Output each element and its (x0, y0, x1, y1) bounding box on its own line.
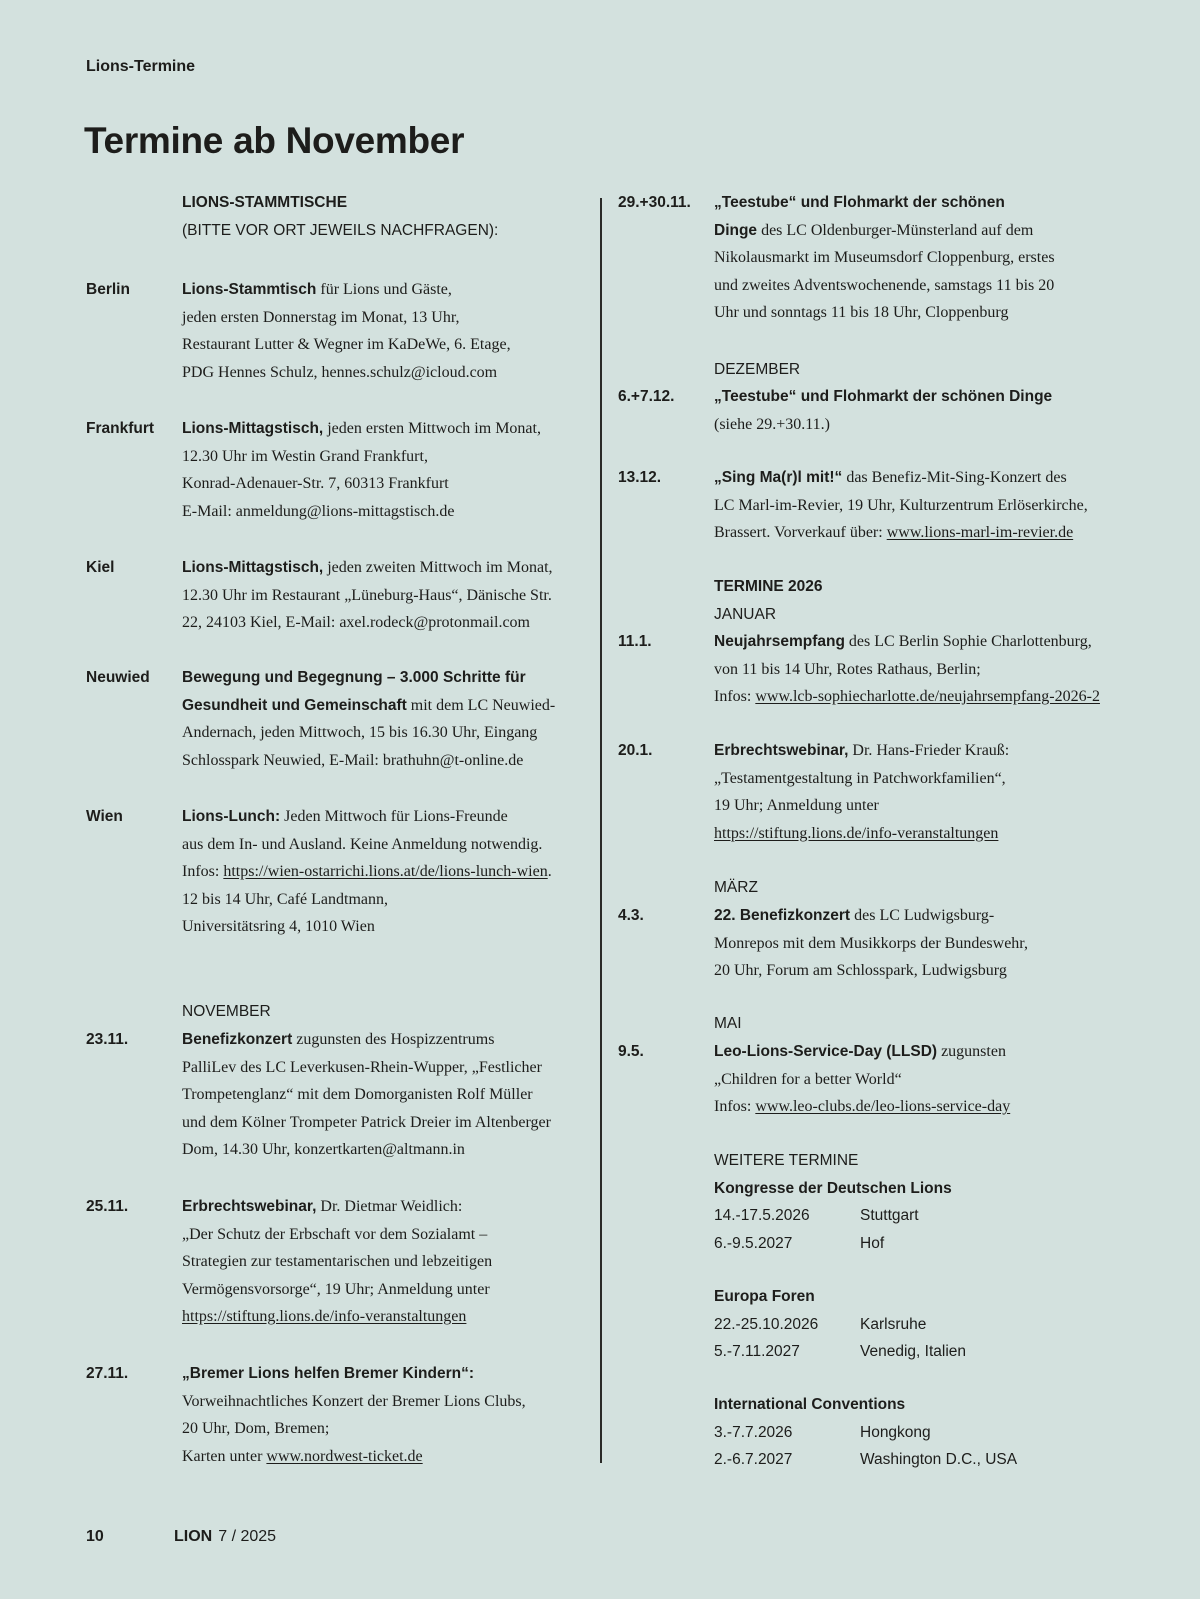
entry-label: 27.11. (86, 1365, 129, 1382)
magazine-issue: LION 7 / 2025 (174, 1528, 277, 1545)
entry-label: 9.5. (618, 1043, 644, 1060)
entry-label: 13.12. (618, 469, 662, 486)
leo-link[interactable]: www.leo-clubs.de/leo-lions-service-day (755, 1098, 1011, 1115)
entry-label: Neuwied (86, 669, 150, 686)
wien-link[interactable]: https://wien-ostarrichi.lions.at/de/lions-lunch-wien (223, 863, 548, 880)
stiftung-link-2[interactable]: https://stiftung.lions.de/info-veranstaltungen (714, 824, 999, 842)
marl-link[interactable]: www.lions-marl-im-revier.de (886, 524, 1074, 541)
entry-label: Wien (86, 808, 123, 825)
europa-row: 5.-7.11.2027 Venedig, Italien (714, 1343, 967, 1360)
entry-label: 6.+7.12. (618, 388, 675, 405)
nordwest-ticket-link[interactable]: www.nordwest-ticket.de (266, 1447, 423, 1465)
entry-label: 4.3. (618, 907, 644, 924)
entry-label: 11.1. (618, 633, 652, 650)
stiftung-link[interactable]: https://stiftung.lions.de/info-veranstaltungen (182, 1308, 467, 1325)
lcb-link[interactable]: www.lcb-sophiecharlotte.de/neujahrsempfang-2026-2 (755, 688, 1100, 705)
europa-title: Europa Foren (714, 1288, 815, 1305)
kongresse-row: 14.-17.5.2026 Stuttgart (714, 1207, 919, 1224)
entry-label: Berlin (86, 281, 130, 298)
entry-label: Frankfurt (86, 420, 155, 437)
europa-row: 22.-25.10.2026 Karlsruhe (714, 1315, 927, 1333)
entry-label: Kiel (86, 559, 115, 576)
entry-label: 29.+30.11. (618, 194, 691, 211)
section-kicker: Lions-Termine (86, 58, 196, 75)
column-divider (600, 198, 602, 1463)
kongresse-row: 6.-9.5.2027 Hof (714, 1234, 885, 1252)
international-row: 3.-7.7.2026 Hongkong (714, 1423, 931, 1441)
page-title: Termine ab November (84, 120, 465, 161)
entry-label: 23.11. (86, 1031, 129, 1048)
page-number: 10 (86, 1528, 104, 1545)
international-title: International Conventions (714, 1396, 906, 1413)
international-row: 2.-6.7.2027 Washington D.C., USA (714, 1451, 1018, 1468)
kongresse-title: Kongresse der Deutschen Lions (714, 1179, 952, 1197)
entry-label: 25.11. (86, 1198, 129, 1215)
entry-label: 20.1. (618, 742, 653, 759)
